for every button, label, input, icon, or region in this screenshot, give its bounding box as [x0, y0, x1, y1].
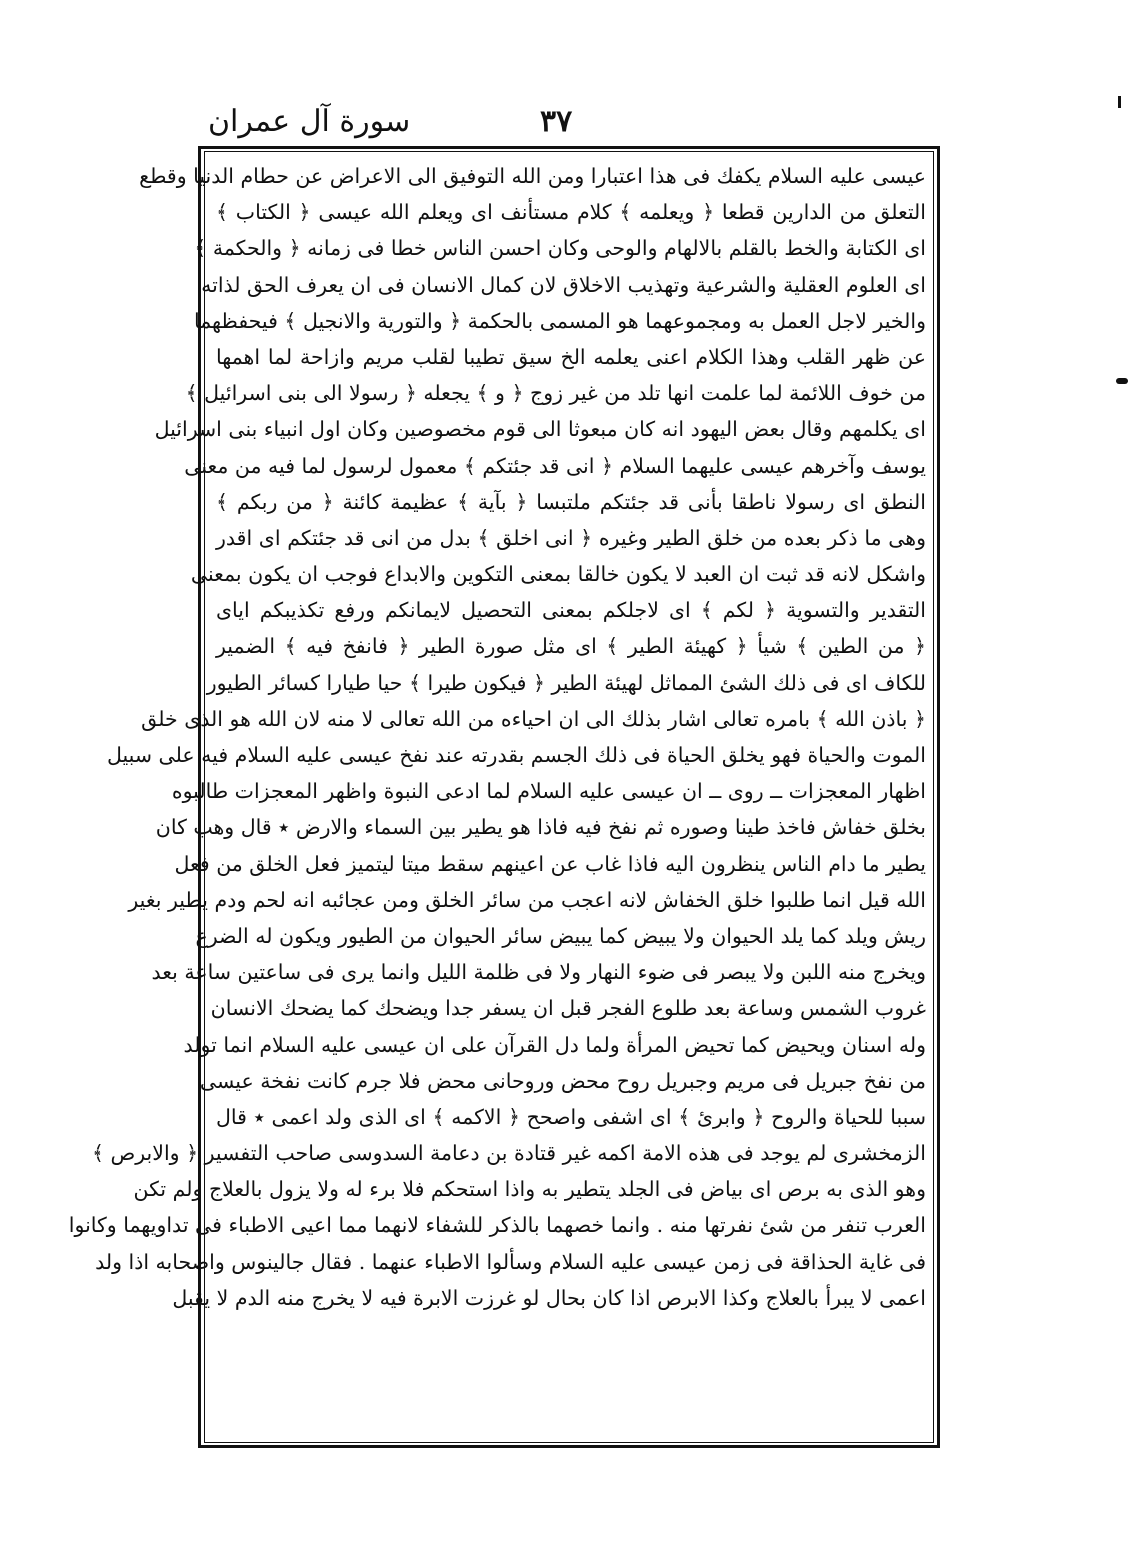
text-line: الزمخشرى لم يوجد فى هذه الامة اكمه غير قتادة بن دعامة السدوسى صاحب التفسير ﴿ والابرص ﴾ — [91, 1141, 926, 1166]
text-line: اظهار المعجزات ــ روى ــ ان عيسى عليه السلام لما ادعى النبوة واظهر المعجزات طالبوه — [171, 779, 926, 804]
text-line: ﴿ باذن الله ﴾ بامره تعالى اشار بذلك الى ان احياءه من الله تعالى لا منه لان الله هو الذى خلق — [141, 706, 926, 731]
page-header — [0, 98, 1130, 148]
text-line: ريش ويلد كما يلد الحيوان ولا يبيض كما يبيض سائر الحيوان من الطيور ويكون له الضرع — [195, 923, 926, 948]
text-line: بخلق خفاش فاخذ طينا وصوره ثم نفخ فيه فاذا هو يطير بين السماء والارض ٭ قال وهب كان — [155, 815, 926, 840]
text-line: العرب تنفر من شئ نفرتها منه . وانما خصهما بالذكر للشفاء لانهما مما اعيى الاطباء فى تداويهما وكانوا — [68, 1213, 926, 1238]
text-line: النطق اى رسولا ناطقا بأنى قد جئتكم ملتبسا ﴿ بآية ﴾ عظيمة كائنة ﴿ من ربكم ﴾ — [216, 489, 926, 514]
text-line: فى غاية الحذاقة فى زمن عيسى عليه السلام وسألوا الاطباء عنهما . فقال جالينوس واصحابه اذا ولد — [95, 1249, 926, 1274]
text-line: اى الكتابة والخط بالقلم بالالهام والوحى وكان احسن الناس خطا فى زمانه ﴿ والحكمة ﴾ — [194, 236, 926, 261]
surah-title: سورة آل عمران — [208, 104, 411, 139]
text-line: الموت والحياة فهو يخلق الحياة فى ذلك الجسم بقدرته عند نفخ عيسى عليه السلام فيه على سبيل — [106, 743, 926, 767]
text-line: ﴿ من الطين ﴾ شيأ ﴿ كهيئة الطير ﴾ اى مثل صورة الطير ﴿ فانفخ فيه ﴾ الضمير — [216, 634, 926, 659]
text-line: للكاف اى فى ذلك الشئ المماثل لهيئة الطير ﴿ فيكون طيرا ﴾ حيا طيارا كسائر الطيور — [206, 670, 926, 695]
text-line: يطير ما دام الناس ينظرون اليه فاذا غاب عن اعينهم سقط ميتا ليتميز فعل الخلق من فعل — [174, 851, 926, 876]
text-line: وهى ما ذكر بعده من خلق الطير وغيره ﴿ انى اخلق ﴾ بدل من انى قد جئتكم اى اقدر — [216, 525, 926, 550]
text-line: اعمى لا يبرأ بالعلاج وكذا الابرص اذا كان بحال لو غرزت الابرة فيه لا يخرج منه الدم لا يقبل — [172, 1285, 926, 1310]
margin-mark-top — [1118, 96, 1121, 108]
text-line: اى العلوم العقلية والشرعية وتهذيب الاخلاق لان كمال الانسان فى ان يعرف الحق لذاته — [201, 272, 926, 297]
text-line: غروب الشمس وساعة بعد طلوع الفجر قبل ان يسفر جدا ويضحك كما يضحك الانسان — [210, 996, 926, 1021]
text-line: من خوف اللائمة لما علمت انها تلد من غير زوج ﴿ و ﴾ يجعله ﴿ رسولا الى بنى اسرائيل ﴾ — [185, 381, 926, 406]
text-line: والخير لاجل العمل به ومجموعهما هو المسمى بالحكمة ﴿ والتورية والانجيل ﴾ فيحفظهما — [193, 308, 926, 333]
page-number: ۳۷ — [540, 104, 573, 139]
text-line: سببا للحياة والروح ﴿ وابرئ ﴾ اى اشفى واصحح ﴿ الاكمه ﴾ اى الذى ولد اعمى ٭ قال — [216, 1104, 926, 1129]
margin-mark — [1116, 378, 1128, 384]
text-line: عيسى عليه السلام يكفك فى هذا اعتبارا ومن الله التوفيق الى الاعراض عن حطام الدنيا وقطع — [139, 164, 926, 188]
text-line: عن ظهر القلب وهذا الكلام اعنى يعلمه الخ سيق تطيبا لقلب مريم وازاحة لما اهمها — [216, 344, 926, 369]
body-text — [68, 158, 926, 1442]
text-line: وله اسنان ويحيض كما تحيض المرأة ولما دل القرآن على ان عيسى عليه السلام انما تولد — [183, 1032, 926, 1057]
text-line: وهو الذى به برص اى بياض فى الجلد يتطير به واذا استحكم فلا برء له ولا يزول بالعلاج ولم تكن — [133, 1177, 926, 1202]
text-line: يوسف وآخرهم عيسى عليهما السلام ﴿ انى قد جئتكم ﴾ معمول لرسول لما فيه من معنى — [184, 453, 926, 478]
text-line: الله قيل انما طلبوا خلق الخفاش لانه اعجب من سائر الخلق ومن عجائبه انه لحم ودم يطير بغير — [128, 887, 926, 912]
text-line: ويخرج منه اللبن ولا يبصر فى ضوء النهار ولا فى ظلمة الليل وانما يرى فى ساعتين ساعة بعد — [151, 960, 926, 985]
text-line: من نفخ جبريل فى مريم وجبريل روح محض وروحانى محض فلا جرم كانت نفخة عيسى — [199, 1068, 926, 1093]
text-line: التقدير والتسوية ﴿ لكم ﴾ اى لاجلكم بمعنى التحصيل لايمانكم ورفع تكذيبكم اياى — [216, 598, 926, 623]
text-line: واشكل لانه قد ثبت ان العبد لا يكون خالقا بمعنى التكوين والابداع فوجب ان يكون بمعنى — [190, 562, 926, 587]
text-line: اى يكلمهم وقال بعض اليهود انه كان مبعوثا الى قوم مخصوصين وكان اول انبياء بنى اسرائيل — [154, 417, 926, 442]
text-line: التعلق من الدارين قطعا ﴿ ويعلمه ﴾ كلام مستأنف اى ويعلم الله عيسى ﴿ الكتاب ﴾ — [216, 200, 926, 225]
